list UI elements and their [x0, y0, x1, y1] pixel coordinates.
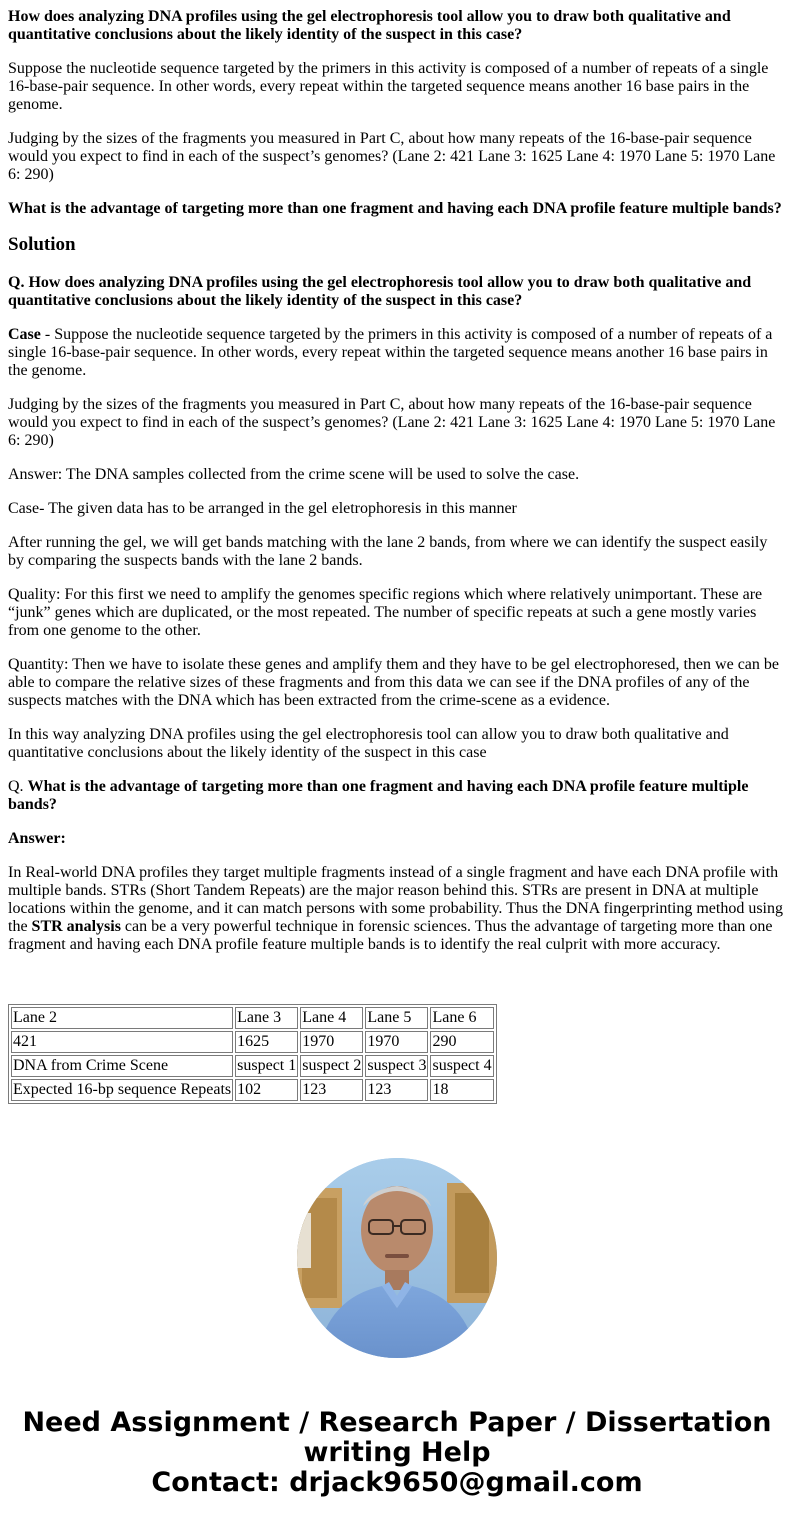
- question-heading: How does analyzing DNA profiles using the gel electrophoresis tool allow you to draw both qualitative and quantitative conclusions about the likely identity of the suspect in this case?: [8, 8, 731, 43]
- table-cell: 102: [235, 1079, 298, 1101]
- table-cell: suspect 4: [430, 1055, 493, 1077]
- table-cell: Lane 5: [365, 1007, 428, 1029]
- solution-heading: Solution: [8, 234, 76, 255]
- case-2: Case- The given data has to be arranged in the gel eletrophoresis in this manner: [8, 500, 517, 517]
- str-analysis: STR analysis: [31, 918, 121, 935]
- table-cell: Lane 6: [430, 1007, 493, 1029]
- table-cell: suspect 1: [235, 1055, 298, 1077]
- table-cell: suspect 3: [365, 1055, 428, 1077]
- avatar-container: [8, 1158, 786, 1358]
- table-cell: 18: [430, 1079, 493, 1101]
- solution-case-paragraph: [8, 326, 786, 380]
- solution-question-2: [8, 778, 786, 814]
- answer-label: Answer:: [8, 830, 66, 847]
- after-paragraph: After running the gel, we will get bands matching with the lane 2 bands, from where we can identify the suspect easily by comparing the suspects bands with the lane 2 bands.: [8, 534, 768, 569]
- table-cell: 123: [365, 1079, 428, 1101]
- table-cell: Lane 2: [11, 1007, 233, 1029]
- promo-line-2: writing Help: [303, 1437, 491, 1468]
- answer-1: Answer: The DNA samples collected from the crime scene will be used to solve the case.: [8, 466, 580, 483]
- promo-line-3: Contact: drjack9650@gmail.com: [151, 1467, 643, 1498]
- lanes-table-body: [11, 1007, 494, 1101]
- q2-prefix: Q.: [8, 778, 28, 795]
- table-cell: suspect 2: [300, 1055, 363, 1077]
- table-cell: 1625: [235, 1031, 298, 1053]
- table-cell: 1970: [365, 1031, 428, 1053]
- final-pre: In Real-world DNA profiles they target multiple fragments instead of a single fragment and have each DNA profile with multiple bands. STRs (Short Tandem Repeats) are the major reason behind this. STRs are present in DNA at multiple locations within the genome, and it can match persons with some probability. Thus the DNA fingerprinting method using the: [8, 864, 783, 935]
- promo-line-1: Need Assignment / Research Paper / Dissertation: [22, 1407, 772, 1438]
- in-this-way-paragraph: In this way analyzing DNA profiles using the gel electrophoresis tool can allow you to draw both qualitative and quantitative conclusions about the likely identity of the suspect in this case: [8, 726, 729, 761]
- table-row: [11, 1079, 494, 1101]
- solution-question-1: Q. How does analyzing DNA profiles using the gel electrophoresis tool allow you to draw both qualitative and quantitative conclusions about the likely identity of the suspect in this case?: [8, 274, 752, 309]
- final-answer-paragraph: [8, 864, 786, 954]
- table-cell: 421: [11, 1031, 233, 1053]
- final-post: can be a very powerful technique in forensic sciences. Thus the advantage of targeting more than one fragment and having each DNA profile feature multiple bands is to identify the real culprit with more accuracy.: [8, 918, 773, 953]
- table-cell: 1970: [300, 1031, 363, 1053]
- table-row: [11, 1031, 494, 1053]
- promo-banner: [8, 1408, 786, 1498]
- table-cell: Lane 4: [300, 1007, 363, 1029]
- table-cell: 123: [300, 1079, 363, 1101]
- q2-bold: What is the advantage of targeting more than one fragment and having each DNA profile feature multiple bands?: [8, 778, 749, 813]
- author-photo-image: [297, 1158, 497, 1358]
- table-cell: DNA from Crime Scene: [11, 1055, 233, 1077]
- lanes-table: [8, 1004, 497, 1104]
- quality-paragraph: Quality: For this first we need to amplify the genomes specific regions which where relatively unimportant. These are “junk” genes which are duplicated, or the most repeated. The number of specific repeats at such a gene mostly varies from one genome to the other.: [8, 586, 763, 639]
- table-row: [11, 1007, 494, 1029]
- table-cell: Lane 3: [235, 1007, 298, 1029]
- spacer: [8, 970, 786, 1004]
- author-photo: [297, 1158, 497, 1358]
- question-paragraph-2: Judging by the sizes of the fragments you measured in Part C, about how many repeats of the 16-base-pair sequence would you expect to find in each of the suspect’s genomes? (Lane 2: 421 Lane 3: 1625 Lane 4: 1970 Lane 5: 1970 Lane 6: 290): [8, 130, 776, 183]
- table-row: [11, 1055, 494, 1077]
- solution-judging-paragraph: Judging by the sizes of the fragments you measured in Part C, about how many repeats of the 16-base-pair sequence would you expect to find in each of the suspect’s genomes? (Lane 2: 421 Lane 3: 1625 Lane 4: 1970 Lane 5: 1970 Lane 6: 290): [8, 396, 776, 449]
- quantity-paragraph: Quantity: Then we have to isolate these genes and amplify them and they have to be gel electrophoresed, then we can be able to compare the relative sizes of these fragments and from this data we can see if the DNA profiles of any of the suspects matches with the DNA which has been extracted from the crime-scene as a evidence.: [8, 656, 779, 709]
- question-heading-2: What is the advantage of targeting more than one fragment and having each DNA profile feature multiple bands?: [8, 200, 782, 217]
- table-cell: 290: [430, 1031, 493, 1053]
- case-label: Case: [8, 326, 41, 343]
- question-paragraph-1: Suppose the nucleotide sequence targeted by the primers in this activity is composed of a number of repeats of a single 16-base-pair sequence. In other words, every repeat within the targeted sequence means another 16 base pairs in the genome.: [8, 60, 769, 113]
- table-cell: Expected 16-bp sequence Repeats: [11, 1079, 233, 1101]
- case-text: - Suppose the nucleotide sequence targeted by the primers in this activity is composed of a number of repeats of a single 16-base-pair sequence. In other words, every repeat within the targeted sequence means another 16 base pairs in the genome.: [8, 326, 773, 379]
